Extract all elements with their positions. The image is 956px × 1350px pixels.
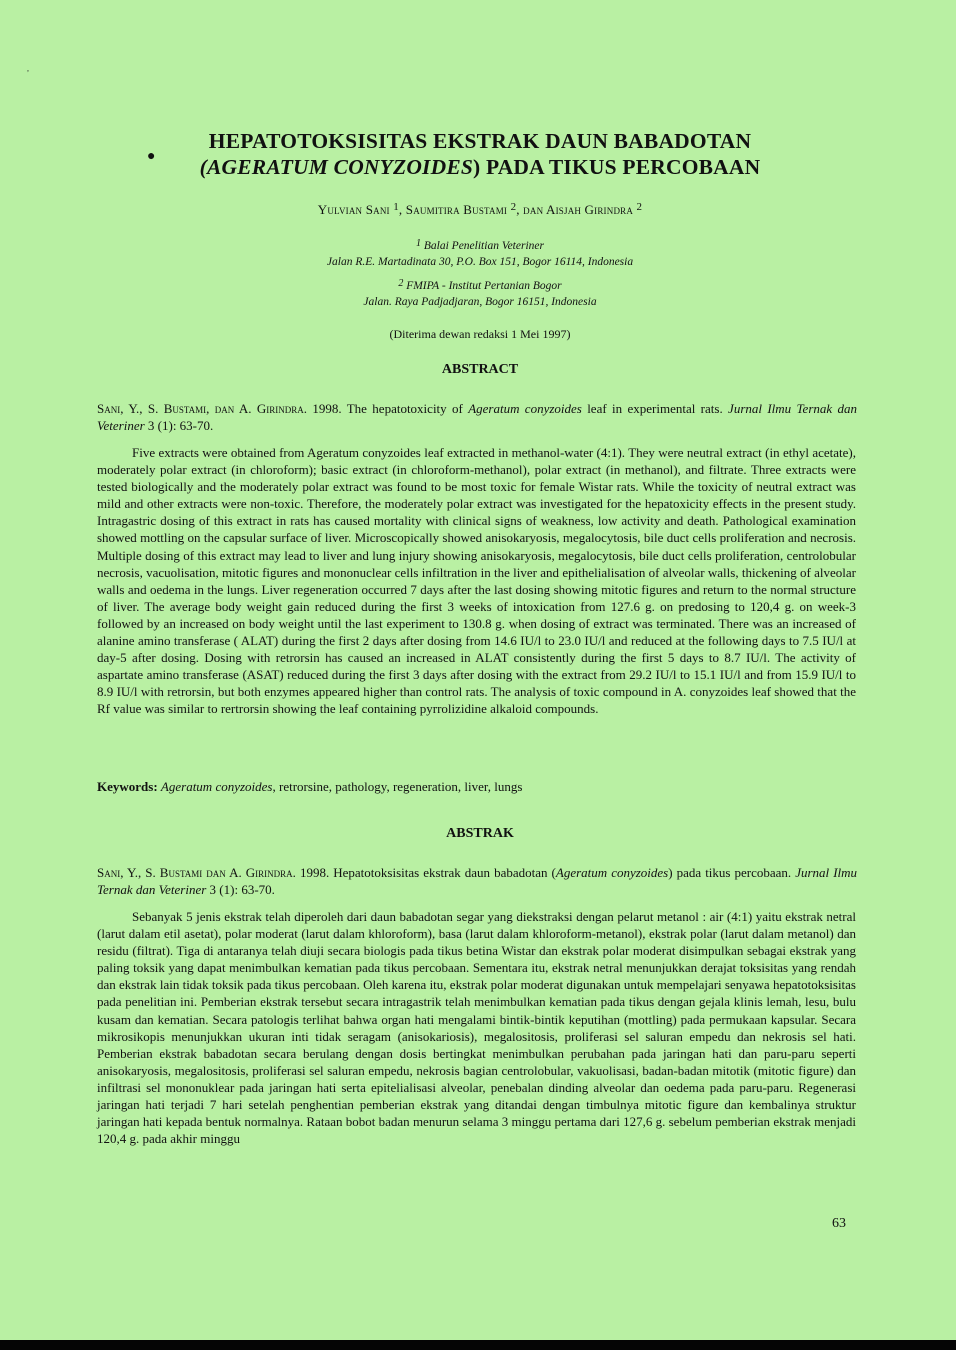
author-3: Aisjah Girindra xyxy=(546,202,634,217)
author-2: Saumitira Bustami xyxy=(405,202,508,217)
title-line-2 xyxy=(100,154,860,180)
keywords-list: , retrorsine, pathology, regeneration, liver, lungs xyxy=(272,779,523,794)
title-line-2-rest: ) PADA TIKUS PERCOBAAN xyxy=(473,155,761,179)
author-2-affil: 2 xyxy=(510,201,517,213)
keywords-label: Keywords: xyxy=(97,779,158,794)
abstract-citation xyxy=(97,400,857,434)
abstract-body: Five extracts were obtained from Ageratum conyzoides leaf extracted in methanol-water (4:1). They were neutral extract (in ethyl acetate), moderately polar extract (in chloroform); basic extract (in chloroform-methanol), polar extract (in methanol), and filtrate. Three extracts were tested biologically and the moderately polar extract was found to be most toxic for female Wistar rats. While the toxicity of neutral extract was mild and other extracts were non-toxic. Therefore, the moderately polar extract was investigated for the hepatoxicity effects in the present study. Intragastric dosing of this extract in rats has caused mortality with clinical signs of weakness, low activity and death. Pathological examination showed mottling on the capsular surface of liver. Microscopically showed anisokaryosis, megalocytosis, bile duct cells proliferation and necrosis. Multiple dosing of this extract may lead to liver and lung injury showing anisokaryosis, megalocytosis, bile duct cells proliferation, centrolobular necrosis, vacuolisation, mitotic figures and mononuclear cells infiltration in the liver and epithelialisation of alveolar walls, thickening of alveolar walls and oedema in the lungs. Liver regeneration occurred 7 days after the last dosing showing mitotic figures and return to the normal structure of liver. The average body weight gain reduced during the first 3 weeks of intoxication from 127.6 g. on predosing to 120,4 g. on week-3 followed by an increased on body weight until the last experiment to 130.8 g. when dosing of extract was terminated. There was an increased of alanine amino transferase ( ALAT) during the first 2 days after dosing from 14.6 IU/l to 23.0 IU/l and reduced at the following days to 7.5 IU/l at day-5 after dosing. Dosing with retrorsin has caused an increased in ALAT consistently during the first 5 days to 8.7 IU/l. The activity of aspartate amino transferase (ASAT) reduced during the first 3 days after dosing with the extract from 29.2 IU/l to 15.1 IU/l and from 15.9 IU/l to 8.9 IU/l with retrorsin, but both enzymes appeared higher than control rats. The analysis of toxic compound in A. conyzoides leaf showed that the Rf value was similar to rertrorsin showing the leaf containing pyrrolizidine alkaloid compounds. xyxy=(97,445,856,717)
received-date: (Diterima dewan redaksi 1 Mei 1997) xyxy=(389,327,571,341)
citation-volume: 3 (1): 63-70. xyxy=(144,418,214,433)
abstrak-citation xyxy=(97,864,857,898)
citation-volume: 3 (1): 63-70. xyxy=(206,882,275,897)
affiliation-2-address: Jalan. Raya Padjadjaran, Bogor 16151, Indonesia xyxy=(363,296,597,308)
paper-title xyxy=(100,128,860,180)
citation-species: Ageratum conyzoides xyxy=(555,865,669,880)
citation-authors: Sani, Y., S. Bustami, dan A. Girindra. xyxy=(97,401,308,416)
affiliation-1-address: Jalan R.E. Martadinata 30, P.O. Box 151, Bogor 16114, Indonesia xyxy=(326,256,634,268)
abstrak-body: Sebanyak 5 jenis ekstrak telah diperoleh dari daun babadotan segar yang diekstraksi dengan pelarut metanol : air (4:1) yaitu ekstrak netral (larut dalam etil asetat), polar moderat (larut dalam khloroform), basa (larut dalam khloroform-metanol), ekstrak polar (larut dalam metanol) dan residu (filtrat). Tiga di antaranya telah diuji secara biologis pada tikus betina Wistar dan ekstrak polar moderat disimpulkan sebagai ekstrak yang paling toksik yang dapat menimbulkan kematian pada tikus percobaan. Sementara itu, ekstrak netral menunjukkan derajat toksisitas yang rendah dan ekstrak lain tidak toksik pada tikus percobaan. Oleh karena itu, ekstrak polar moderat digunakan untuk mempelajari senyawa hepatotoksisitas pada penelitian ini. Pemberian ekstrak tersebut secara intragastrik telah menimbulkan kematian pada tikus dengan gejala klinis lemah, lesu, bulu kusam dan kematian. Secara patologis terlihat bahwa organ hati mengalami bintik-bintik keputihan (mottling) pada permukaan kapsular. Secara mikrosikopis menunjukkan ukuran inti tidak seragam (anisokariosis), megalositosis, proliferasi sel saluran empedu dan nekrosis sel hati. Pemberian ekstrak babadotan secara berulang dengan dosis bertingkat menimbulkan perubahan pada jaringan hati dan paru-paru seperti anisokaryosis, megalositosis, proliferasi sel saluran empedu, nekrosis bagian centrolobular, vakuolisasi, badan-badan mitotik (mitotic figure) dan infiltrasi sel mononuklear pada jaringan hati serta epitelialisasi alveolar, penebalan dinding alveolar dan oedema pada paru-paru. Regenerasi jaringan hati terjadi 7 hari setelah penghentian pemberian ekstrak yang ditandai dengan timbulnya mitotic figure dan kembalinya struktur jaringan hati kepada bentuk normalnya. Rataan bobot badan menurun selama 3 minggu pertama dari 127,6 g. sebelum pemberian ekstrak menjadi 120,4 g. pada akhir minggu xyxy=(97,909,856,1147)
citation-journal: Jurnal Ilmu Ternak dan Veteriner xyxy=(97,401,857,433)
affiliation-2-mark: 2 xyxy=(398,278,404,289)
author-1: Yulvian Sani xyxy=(317,202,390,217)
scan-speck: , xyxy=(27,64,29,73)
citation-journal: Jurnal Ilmu Ternak dan Veteriner xyxy=(97,865,858,897)
affiliation-2-name: FMIPA - Institut Pertanian Bogor xyxy=(406,280,562,292)
abstrak-heading: ABSTRAK xyxy=(446,826,514,841)
affiliation-1 xyxy=(100,236,860,270)
citation-title-rest: ) pada tikus percobaan. xyxy=(668,865,796,880)
citation-title-rest: leaf in experimental rats. xyxy=(581,401,729,416)
author-list xyxy=(100,201,860,218)
affiliation-1-mark: 1 xyxy=(416,238,422,249)
author-separator: , xyxy=(398,202,406,217)
citation-species: Ageratum conyzoides xyxy=(468,401,582,416)
title-species: (AGERATUM CONYZOIDES xyxy=(199,155,474,179)
citation-authors: Sani, Y., S. Bustami dan A. Girindra. xyxy=(97,865,296,880)
affiliation-2 xyxy=(100,276,860,310)
citation-year: 1998. The hepatotoxicity of xyxy=(307,401,469,416)
scan-border xyxy=(0,1340,956,1350)
author-1-affil: 1 xyxy=(393,201,399,213)
abstract-heading: ABSTRACT xyxy=(441,362,519,377)
keywords xyxy=(97,779,857,795)
page-number: 63 xyxy=(832,1216,846,1231)
author-separator: , dan xyxy=(516,202,547,217)
affiliation-1-name: Balai Penelitian Veteriner xyxy=(423,240,544,252)
bullet-mark-icon: ● xyxy=(147,149,156,164)
keywords-species: Ageratum conyzoides xyxy=(160,779,273,794)
author-3-affil: 2 xyxy=(636,201,643,213)
citation-year: 1998. Hepatotoksisitas ekstrak daun babadotan ( xyxy=(295,865,556,880)
title-line-1: HEPATOTOKSISITAS EKSTRAK DAUN BABADOTAN xyxy=(208,129,752,153)
